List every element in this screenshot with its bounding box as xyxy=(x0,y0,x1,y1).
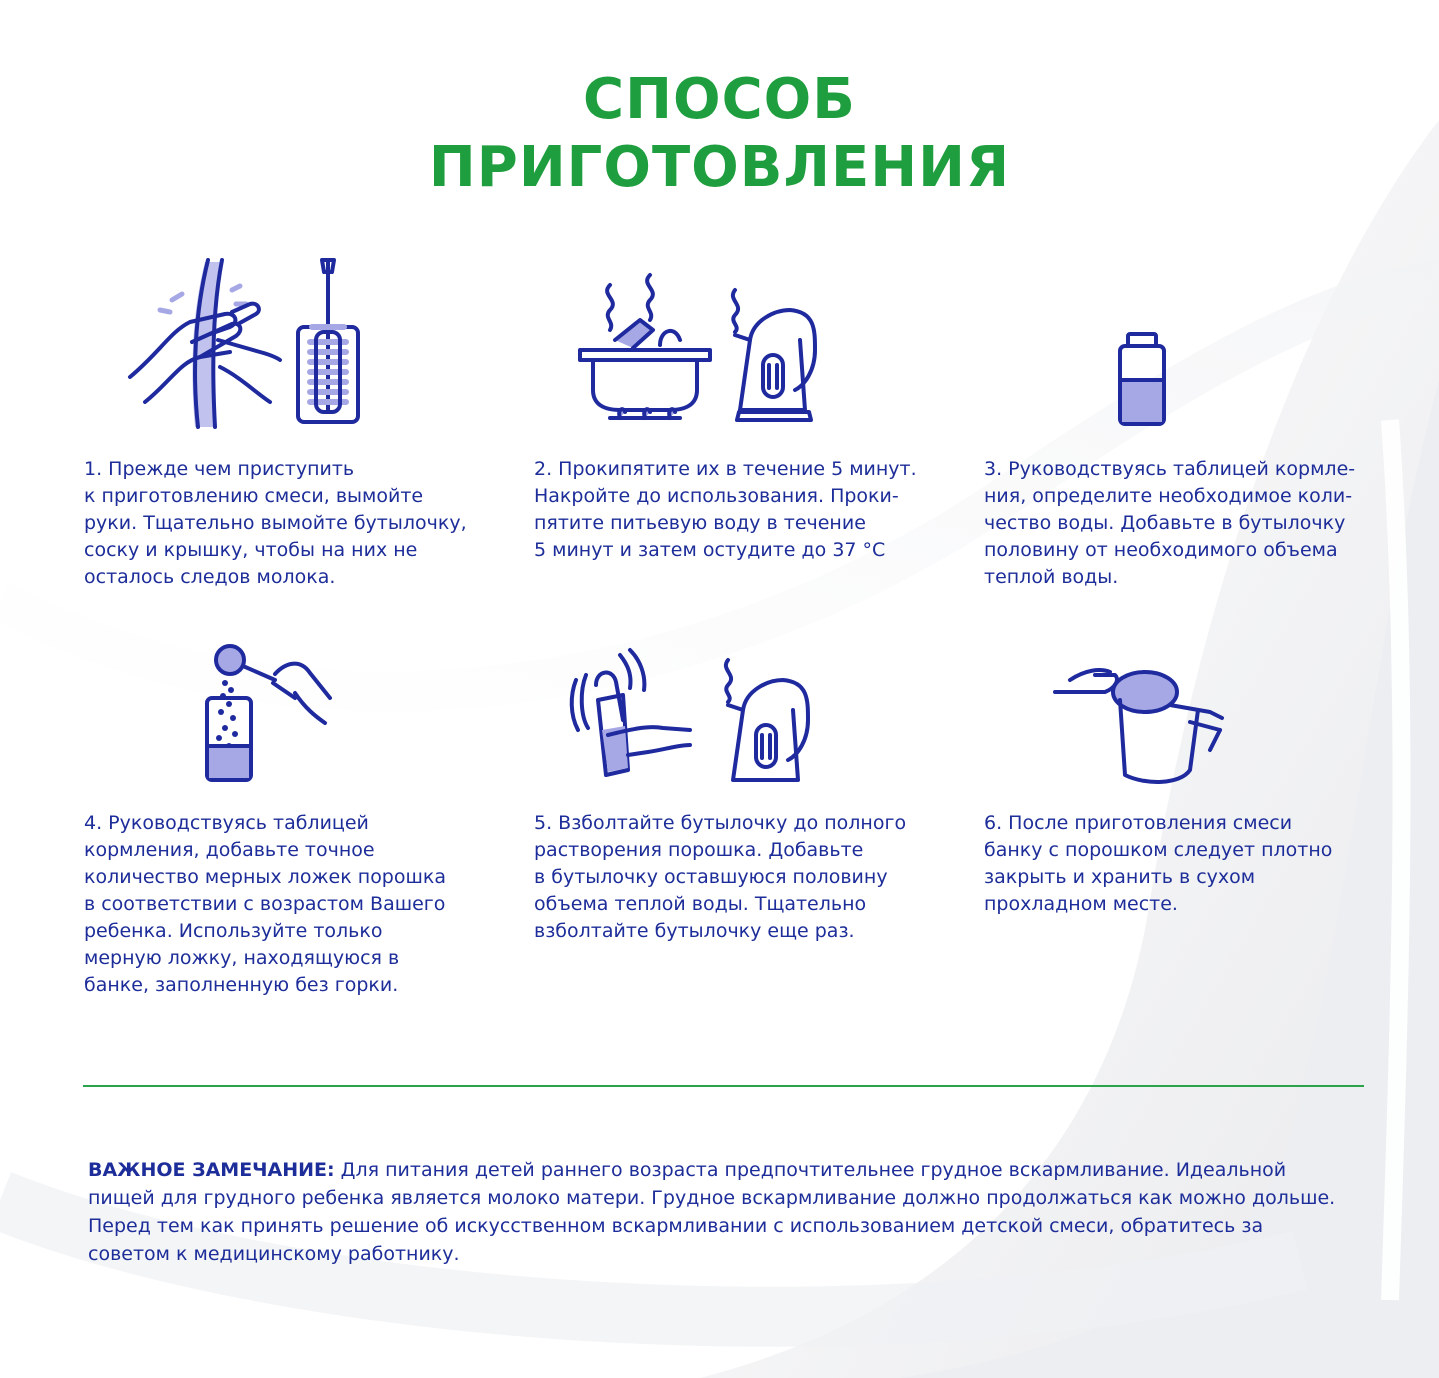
title-line-1: СПОСОБ xyxy=(583,66,856,132)
title-line-2: ПРИГОТОВЛЕНИЯ xyxy=(428,134,1011,200)
close-can-icon xyxy=(1050,660,1230,790)
bottle-water-icon xyxy=(1112,330,1172,430)
scoop-powder-icon xyxy=(195,638,345,788)
divider xyxy=(83,1085,1364,1087)
shake-bottle-kettle-icon xyxy=(568,640,843,790)
step-6-text: 6. После приготовления смеси банку с порошком следует плотно закрыть и хранить в сухом прохладном месте. xyxy=(984,812,1333,915)
step-3-text: 3. Руководствуясь таблицей кормле- ния, определите необходимое коли- чество воды. Добавьте в бутылочку половину от необходимого объема теплой воды. xyxy=(984,458,1356,588)
step-1-text: 1. Прежде чем приступить к приготовлению смеси, вымойте руки. Тщательно вымойте бутылочку, соску и крышку, чтобы на них не осталось следов молока. xyxy=(84,458,467,588)
step-2-text: 2. Прокипятите их в течение 5 минут. Накройте до использования. Проки- пятите питьевую воду в течение 5 минут и затем остудите до 37 °С xyxy=(534,458,917,561)
step-5-text: 5. Взболтайте бутылочку до полного растворения порошка. Добавьте в бутылочку оставшуюся половину объема теплой воды. Тщательно взболтайте бутылочку еще раз. xyxy=(534,812,907,942)
important-note-label: ВАЖНОЕ ЗАМЕЧАНИЕ: xyxy=(88,1159,335,1181)
step-4-text: 4. Руководствуясь таблицей кормления, добавьте точное количество мерных ложек порошка в соответствии с возрастом Вашего ребенка. Используйте только мерную ложку, находящуюся в банке, заполненную без горки. xyxy=(84,812,447,996)
page-title xyxy=(0,66,1439,202)
boiling-pot-kettle-icon xyxy=(575,260,845,430)
important-note-text: Для питания детей раннего возраста предпочтительнее грудное вскармливание. Идеальной пищей для грудного ребенка является молоко матери. Грудное вскармливание должно продолжаться как можно дольше. Перед тем как принять решение об искусственном вскармливании с использованием детской смеси, обратитесь за советом к медицинскому работнику. xyxy=(88,1159,1336,1265)
important-note xyxy=(88,1156,1338,1268)
hand-washing-icon xyxy=(120,252,380,432)
